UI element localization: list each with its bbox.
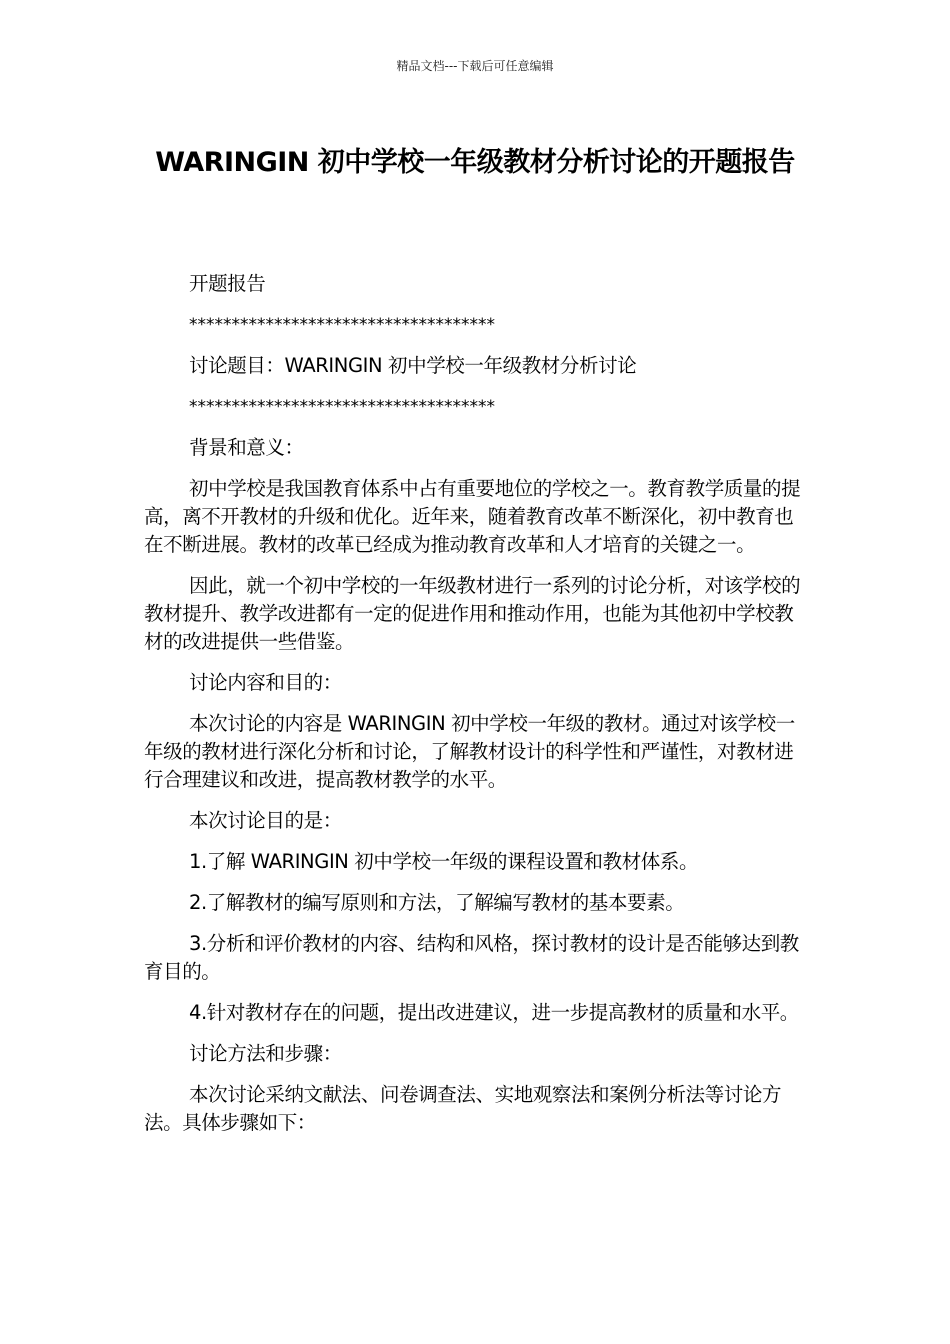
paragraph-background: 初中学校是我国教育体系中占有重要地位的学校之一。教育教学质量的提高，离不开教材的升级和优化。近年来，随着教育改革不断深化，初中教育也在不断进展。教材的改革已经成为推动教育改革和人才培育的关键之一。	[144, 477, 801, 556]
section-heading-report: 开题报告	[189, 272, 266, 295]
section-heading-content: 讨论内容和目的：	[189, 671, 342, 694]
paragraph-content: 本次讨论的内容是 WARINGIN 初中学校一年级的教材。通过对该学校一年级的教材进行深化分析和讨论，了解教材设计的科学性和严谨性，对教材进行合理建议和改进，提高教材教学的水平。	[144, 712, 795, 791]
section-heading-purpose: 本次讨论目的是：	[189, 809, 342, 832]
separator-line: ************************************	[189, 315, 495, 335]
section-heading-background: 背景和意义：	[189, 436, 304, 459]
research-topic: 讨论题目：WARINGIN 初中学校一年级教材分析讨论	[189, 354, 637, 377]
section-heading-methods: 讨论方法和步骤：	[189, 1042, 342, 1065]
header-note: 精品文档---下载后可任意编辑	[396, 59, 554, 73]
purpose-item-1: 1.了解 WARINGIN 初中学校一年级的课程设置和教材体系。	[189, 850, 699, 873]
purpose-item-3: 3.分析和评价教材的内容、结构和风格，探讨教材的设计是否能够达到教育目的。	[144, 932, 799, 983]
purpose-item-2: 2.了解教材的编写原则和方法，了解编写教材的基本要素。	[189, 891, 685, 914]
document-title: WARINGIN 初中学校一年级教材分析讨论的开题报告	[155, 147, 795, 178]
document-body	[144, 270, 806, 1150]
paragraph-significance: 因此，就一个初中学校的一年级教材进行一系列的讨论分析，对该学校的教材提升、教学改进都有一定的促进作用和推动作用，也能为其他初中学校教材的改进提供一些借鉴。	[144, 574, 801, 653]
purpose-item-4: 4.针对教材存在的问题，提出改进建议，进一步提高教材的质量和水平。	[189, 1001, 799, 1024]
paragraph-methods: 本次讨论采纳文献法、问卷调查法、实地观察法和案例分析法等讨论方法。具体步骤如下：	[144, 1083, 782, 1134]
separator-line: ************************************	[189, 397, 495, 417]
